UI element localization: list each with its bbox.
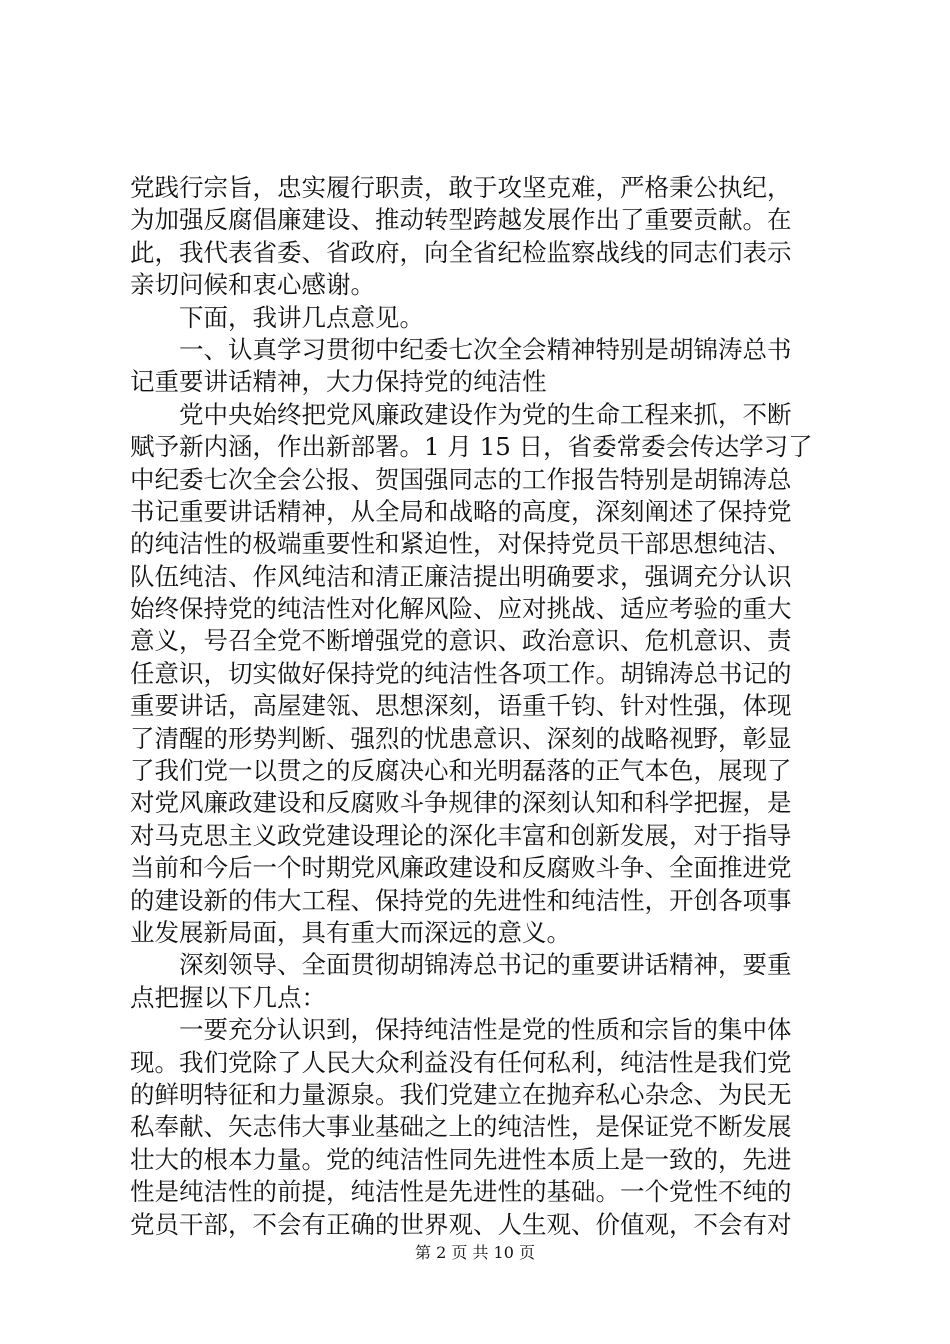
- text-line: 一、认真学习贯彻中纪委七次全会精神特别是胡锦涛总书: [130, 334, 792, 364]
- text-line: 党中央始终把党风廉政建设作为党的生命工程来抓，不断: [130, 399, 792, 429]
- text-line: 私奉献、矢志伟大事业基础之上的纯洁性，是保证党不断发展: [130, 1112, 792, 1142]
- text-line: 下面，我讲几点意见。: [130, 302, 424, 332]
- text-line: 记重要讲话精神，大力保持党的纯洁性: [130, 367, 547, 397]
- text-line: 对党风廉政建设和反腐败斗争规律的深刻认知和科学把握，是: [130, 788, 792, 818]
- text-line: 队伍纯洁、作风纯洁和清正廉洁提出明确要求，强调充分认识: [130, 561, 792, 591]
- text-line: 重要讲话，高屋建瓴、思想深刻，语重千钧、针对性强，体现: [130, 691, 792, 721]
- text-line: 任意识，切实做好保持党的纯洁性各项工作。胡锦涛总书记的: [130, 658, 792, 688]
- page-footer: 第 2 页 共 10 页: [415, 1243, 535, 1262]
- text-line: 壮大的根本力量。党的纯洁性同先进性本质上是一致的，先进: [130, 1144, 792, 1174]
- text-line: 对马克思主义政党建设理论的深化丰富和创新发展，对于指导: [130, 820, 792, 850]
- text-line: 的建设新的伟大工程、保持党的先进性和纯洁性，开创各项事: [130, 885, 792, 915]
- document-body: [130, 172, 830, 1241]
- text-line: 始终保持党的纯洁性对化解风险、应对挑战、适应考验的重大: [130, 594, 792, 624]
- text-line: 党员干部，不会有正确的世界观、人生观、价值观，不会有对: [130, 1209, 792, 1239]
- text-line: 深刻领导、全面贯彻胡锦涛总书记的重要讲话精神，要重: [130, 950, 792, 980]
- text-line: 业发展新局面，具有重大而深远的意义。: [130, 917, 571, 947]
- text-line: 的纯洁性的极端重要性和紧迫性，对保持党员干部思想纯洁、: [130, 529, 792, 559]
- text-line: 的鲜明特征和力量源泉。我们党建立在抛弃私心杂念、为民无: [130, 1079, 792, 1109]
- text-line: 亲切问候和衷心感谢。: [130, 270, 375, 300]
- text-line: 当前和今后一个时期党风廉政建设和反腐败斗争、全面推进党: [130, 853, 792, 883]
- text-line: 意义，号召全党不断增强党的意识、政治意识、危机意识、责: [130, 626, 792, 656]
- text-line: 点把握以下几点：: [130, 982, 326, 1012]
- text-line: 赋予新内涵，作出新部署。1 月 15 日，省委常委会传达学习了: [130, 432, 813, 462]
- text-line: 现。我们党除了人民大众利益没有任何私利，纯洁性是我们党: [130, 1047, 792, 1077]
- text-line: 性是纯洁性的前提，纯洁性是先进性的基础。一个党性不纯的: [130, 1177, 792, 1207]
- text-line: 党践行宗旨，忠实履行职责，敢于攻坚克难，严格秉公执纪，: [130, 173, 792, 202]
- text-line: 中纪委七次全会公报、贺国强同志的工作报告特别是胡锦涛总: [130, 464, 792, 494]
- text-line: 此，我代表省委、省政府，向全省纪检监察战线的同志们表示: [130, 237, 792, 267]
- text-line: 了清醒的形势判断、强烈的忧患意识、深刻的战略视野，彰显: [130, 723, 792, 753]
- text-line: 书记重要讲话精神，从全局和战略的高度，深刻阐述了保持党: [130, 496, 792, 526]
- text-line: 了我们党一以贯之的反腐决心和光明磊落的正气本色，展现了: [130, 756, 792, 786]
- text-line: 为加强反腐倡廉建设、推动转型跨越发展作出了重要贡献。在: [130, 205, 792, 235]
- text-line: 一要充分认识到，保持纯洁性是党的性质和宗旨的集中体: [130, 1015, 792, 1045]
